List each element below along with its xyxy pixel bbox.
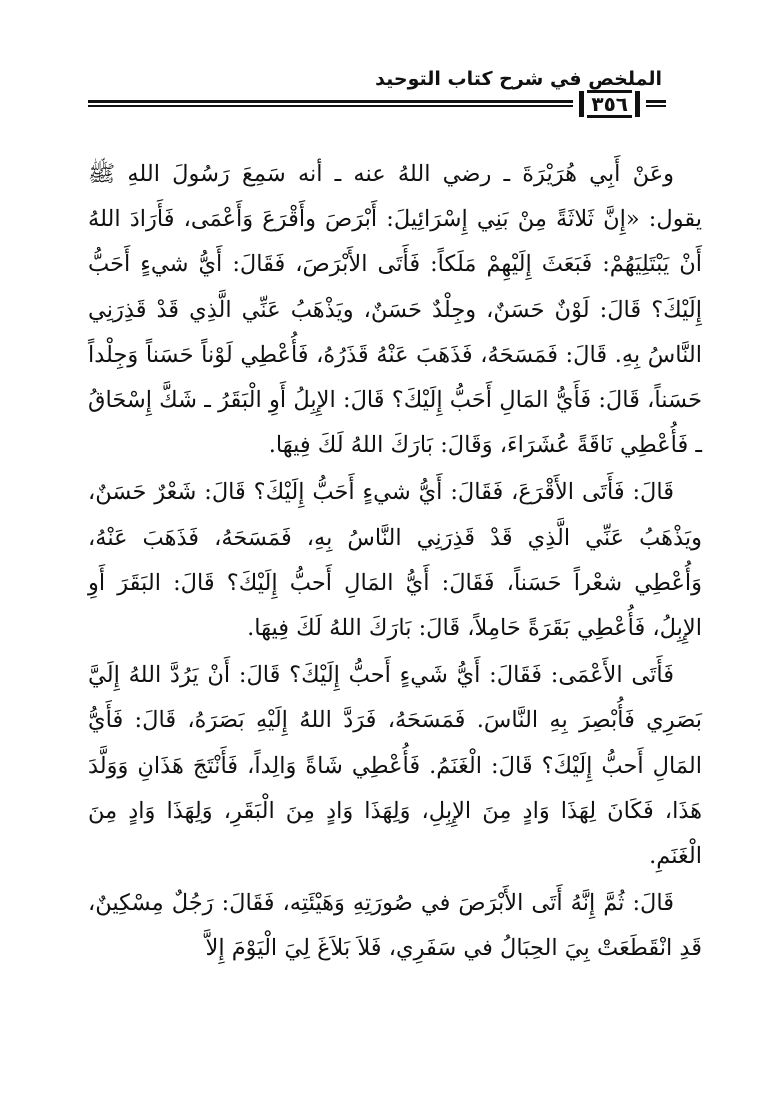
page-number: ٣٥٦ [587,90,632,118]
page-number-bar-left [579,91,584,117]
paragraph-bald-man: قَالَ: فَأَتَى الأَقْرَعَ، فَقَالَ: أَيُّ شيءٍ أَحَبُّ إِلَيْكَ؟ قَالَ: شَعْرٌ حَسَنٌ، ويَذْهَبُ عَنِّي الَّذِي قَدْ قَذِرَنِي النَّاسُ بِهِ، فَمَسَحَهُ، فَذَهَبَ عَنْهُ، وَأُعْطِي شعْراً حَسَناً، فَقَالَ: أَيُّ المَالِ أَحبُّ إِلَيْكَ؟ قَالَ: البَقَرَ أَوِ الإِبِلُ، فَأُعْطِي بَقَرَةً حَامِلاً، قَالَ: بَارَكَ اللهُ لَكَ فِيهَا. [88,479,702,642]
page-number-bar-right [635,91,640,117]
paragraph-hadith-intro: وعَنْ أَبِي هُرَيْرَةَ ـ رضي اللهُ عنه ـ أنه سَمِعَ رَسُولَ اللهِ ﷺ يقول: «إِنَّ ثَلاثَةً مِنْ بَنِي إِسْرَائِيلَ: أَبْرَصَ وأَقْرَعَ وَأَعْمَى، فَأَرَادَ اللهُ أَنْ يَبْتَلِيَهُمْ: فَبَعَثَ إِلَيْهِمْ مَلَكاً: فَأَتَى الأَبْرَصَ، فَقَالَ: أَيُّ شيءٍ أَحَبُّ إِلَيْكَ؟ قَالَ: لَوْنٌ حَسَنٌ، وجِلْدٌ حَسَنٌ، ويَذْهَبُ عَنِّي الَّذِي قَدْ قَذِرَنِي النَّاسُ بِهِ. قَالَ: فَمَسَحَهُ، فَذَهَبَ عَنْهُ قَذَرُهُ، فَأُعْطِي لَوْناً حَسَناً وَجِلْداً حَسَناً، قَالَ: فَأَيُّ المَالِ أَحَبُّ إِلَيْكَ؟ قَالَ: الإِبِلُ أَوِ الْبَقَرُ ـ شَكَّ إِسْحَاقُ ـ فَأُعْطِي نَاقَةً عُشَرَاءَ، وَقَالَ: بَارَكَ اللهُ لَكَ فِيهَا. [88,161,702,459]
running-title: الملخص في شرح كتاب التوحيد [375,68,662,90]
paragraph-return-leper: قَالَ: ثُمَّ إِنَّهُ أَتَى الأَبْرَصَ في صُورَتِهِ وَهَيْئَتِه، فَقَالَ: رَجُلٌ مِسْكِينٌ، قَدِ انْقَطَعَتْ بِيَ الحِبَالُ في سَفَرِي، فَلاَ بَلاَغَ لِيَ الْيَوْمَ إِلاَّ [88,890,702,962]
main-text [88,152,702,972]
paragraph-blind-man: فَأَتَى الأَعْمَى: فَقَالَ: أَيُّ شَيءٍ أَحبُّ إِلَيْكَ؟ قَالَ: أَنْ يَرُدَّ اللهُ إِلَيَّ بَصَرِي فَأُبْصِرَ بِهِ النَّاسَ. فَمَسَحَهُ، فَرَدَّ اللهُ إِلَيْهِ بَصَرَهُ، قَالَ: فَأَيُّ المَالِ أَحبُّ إِلَيْكَ؟ قَالَ: الْغَنَمُ. فَأُعْطِي شَاةً وَالِداً، فَأَنْتَجَ هَذَانِ وَوَلَّدَ هَذَا، فَكَانَ لِهَذَا وَادٍ مِنَ الإِبِلِ، وَلِهَذَا وَادٍ مِنَ الْبَقَرِ، وَلِهَذَا وَادٍ مِنَ الْغَنَمِ. [88,662,702,870]
page-number-box [573,90,646,118]
page-header [88,60,666,130]
